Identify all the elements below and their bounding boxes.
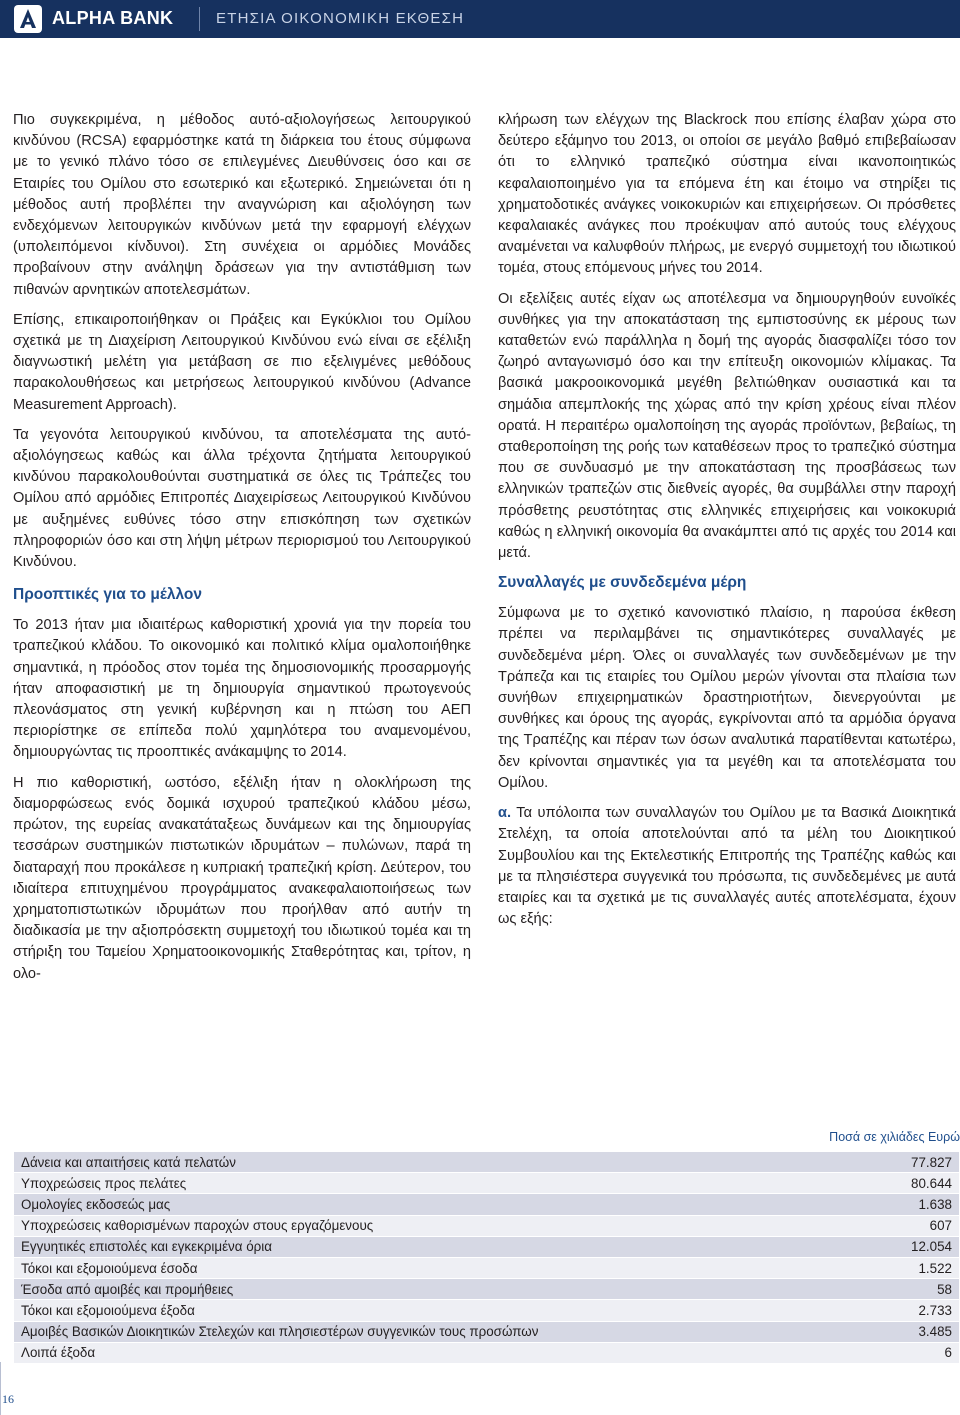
paragraph: Οι εξελίξεις αυτές είχαν ως αποτέλεσμα να δημιουργηθούν ευνοϊκές συνθήκες για την αποκατάσταση της εμπιστοσύνης εκ μέρους των καταθετών ενώ παράλληλα η δομή της αγοράς διασφαλίζει τόσο τον ζωηρό ανταγωνισμό όσο και την επίτευξη οικονομιών κλίμακας. Τα βασικά μακροοικονομικά μεγέθη βελτιώθηκαν ουσιαστικά και τα σημάδια απεμπλοκής της χώρας από την κρίση χρέους είναι πλέον ορατά. Η περαιτέρω ομαλοποίηση της αγοράς προϊόντων, βεβαίως, τη σταθεροποίηση της ροής των καταθέσεων προς το τραπεζικό σύστημα που σε συνδυασμό με την αποκατάσταση της προσβάσεως των ελληνικών τραπεζών στις διεθνείς αγορές, θα συμβάλλει στην παροχή πρόσθετης ρευστότητας στις ελληνικές επιχειρήσεις και νοικοκυριά καθώς η ελληνική οικονομία θα ανακάμπτει από τις αρχές του 2014 και μετά. xyxy=(498,290,956,562)
row-value: 607 xyxy=(855,1215,959,1236)
paragraph: Η πιο καθοριστική, ωστόσο, εξέλιξη ήταν η ολοκλήρωση της διαμορφώσεως ενός δομικά ισχυρού τραπεζικού κλάδου μέσω, πρώτον, της ευρείας ανακατάταξεως δυνάμεων και της δημιουργίας τεσσάρων συστημικών πιστωτικών ιδρυμάτων – πυλώνων, παρά τη διαταραχή που προκάλεσε η κυπριακή τραπεζική κρίση. Δεύτερον, του ιδιαίτερα επιτυχημένου προγράμματος ανακεφαλαιοποιήσεως των χρηματοπιστωτικών ιδρυμάτων που προήλθαν από αυτήν τη διαδικασία με την αξιοπρόσεκτη συμμετοχή του ιδιωτικού τομέα και τη στήριξη του Ταμείου Χρηματοοικονομικής Σταθερότητας και, τρίτον, η ολο- xyxy=(13,774,471,982)
table-caption: Ποσά σε χιλιάδες Ευρώ xyxy=(829,1130,960,1144)
list-marker: α. xyxy=(498,805,512,822)
row-label: Τόκοι και εξομοιούμενα έξοδα xyxy=(14,1300,855,1321)
paragraph-text: Τα υπόλοιπα των συναλλαγών του Ομίλου με τα Βασικά Διοικητικά Στελέχη, τα οποία αποτελούνται από τα μέλη του Διοικητικού Συμβουλίου και της Εκτελεστικής Επιτροπής της Τραπέζης καθώς και με τα πλησιέστερα συγγενικά του πρόσωπα, τις συνδεδεμένες με αυτά εταιρίες και τα σχετικά με τις συναλλαγές αυτές αποτελέσματα, έχουν ως εξής: xyxy=(498,805,956,928)
section-heading: Προοπτικές για το μέλλον xyxy=(13,586,203,604)
row-value: 3.485 xyxy=(855,1321,959,1342)
table-row xyxy=(14,1152,959,1173)
row-value: 58 xyxy=(855,1279,959,1300)
row-value: 77.827 xyxy=(855,1152,959,1173)
table-row xyxy=(14,1321,959,1342)
paragraph xyxy=(498,803,956,930)
row-label: Ομολογίες εκδοσεώς μας xyxy=(14,1194,855,1215)
row-label: Υποχρεώσεις καθορισμένων παροχών στους εργαζόμενους xyxy=(14,1215,855,1236)
row-label: Τόκοι και εξομοιούμενα έσοδα xyxy=(14,1257,855,1278)
row-value: 2.733 xyxy=(855,1300,959,1321)
table-row xyxy=(14,1279,959,1300)
row-label: Υποχρεώσεις προς πελάτες xyxy=(14,1173,855,1194)
row-label: Εγγυητικές επιστολές και εγκεκριμένα όρια xyxy=(14,1236,855,1257)
row-value: 1.522 xyxy=(855,1257,959,1278)
alpha-bank-logo-icon xyxy=(14,5,42,33)
page-number: 16 xyxy=(2,1392,14,1406)
row-label: Αμοιβές Βασικών Διοικητικών Στελεχών και πλησιεστέρων συγγενικών τους προσώπων xyxy=(14,1321,855,1342)
row-label: Έσοδα από αμοιβές και προμήθειες xyxy=(14,1279,855,1300)
row-value: 1.638 xyxy=(855,1194,959,1215)
row-value: 80.644 xyxy=(855,1173,959,1194)
table-row xyxy=(14,1173,959,1194)
row-label: Λοιπά έξοδα xyxy=(14,1342,855,1363)
related-party-table xyxy=(14,1152,959,1364)
paragraph: Το 2013 ήταν μια ιδιαιτέρως καθοριστική χρονιά για την πορεία του τραπεζικού κλάδου. Το οικονομικό και πολιτικό κλίμα ομαλοποιήθηκε σημαντικά, η πρόοδος στον τομέα της δημοσιονομικής προσαρμογής ήταν αποφασιστική με τη δημιουργία σημαντικού πρωτογενούς πλεονάσματος στη γενική κυβέρνηση και η πτώση του ΑΕΠ περιορίστηκε σε επίπεδα πολύ χαμηλότερα του αναμενομένου, δημιουργώντας τις προοπτικές ανάκαμψης το 2014. xyxy=(13,617,471,761)
paragraph: Επίσης, επικαιροποιήθηκαν οι Πράξεις και Εγκύκλιοι του Ομίλου σχετικά με τη Διαχείριση Λειτουργικού Κινδύνου ενώ είναι σε εξέλιξη διαγνωστική μελέτη για μετάβαση σε πιο εξελιγμένες μεθόδους παρακολουθήσεως και μετρήσεως λειτουργικού κινδύνου (Advance Measurement Approach). xyxy=(13,311,471,413)
table-row xyxy=(14,1300,959,1321)
margin-rule xyxy=(0,1362,1,1415)
paragraph: Τα γεγονότα λειτουργικού κινδύνου, τα αποτελέσματα της αυτό-αξιολόγησεως καθώς και άλλα τρέχοντα ζητήματα λειτουργικού κινδύνου παρακολουθούνται συστηματικά σε όλες τις Τράπεζες του Ομίλου από αρμόδιες Επιτροπές Διαχειρίσεως Λειτουργικού Κινδύνου με αυξημένες ευθύνες τόσο στην επισκόπηση των σχετικών πληροφοριών όσο και στη λήψη μέτρων περιορισμού του Λειτουργικού Κινδύνου. xyxy=(13,426,471,571)
paragraph: Σύμφωνα με το σχετικό κανονιστικό πλαίσιο, η παρούσα έκθεση πρέπει να περιλαμβάνει τις σημαντικότερες συναλλαγές με συνδεδεμένα μέρη. Όλες οι συναλλαγές των συνδεδεμένων με την Τράπεζα και τις εταιρίες του Ομίλου μερών γίνονται στα πλαίσια των συνήθων επιχειρηματικών δραστηριοτήτων, διενεργούνται με συνθήκες και όρους της αγοράς, εγκρίνονται από τα αρμόδια όργανα της Τραπέζης και πέραν των όσων αναλυτικά παρατίθενται κατωτέρω, δεν κρίνονται σημαντικές για τα μεγέθη και τα αποτελέσματα του Ομίλου. xyxy=(498,605,956,791)
table-row xyxy=(14,1342,959,1363)
header-divider xyxy=(199,7,200,31)
section-heading: Συναλλαγές με συνδεδεμένα μέρη xyxy=(498,574,747,592)
page-header xyxy=(0,0,960,38)
row-value: 6 xyxy=(855,1342,959,1363)
row-label: Δάνεια και απαιτήσεις κατά πελατών xyxy=(14,1152,855,1173)
table-row xyxy=(14,1194,959,1215)
right-column xyxy=(498,110,956,939)
left-column xyxy=(13,110,471,994)
report-title: ΕΤΗΣΙΑ ΟΙΚΟΝΟΜΙΚΗ ΕΚΘΕΣΗ xyxy=(216,10,465,27)
paragraph: κλήρωση των ελέγχων της Blackrock που επίσης έλαβαν χώρα στο δεύτερο εξάμηνο του 2013, οι οποίοι σε μεγάλο βαθμό επιβεβαίωσαν ότι το ελληνικό τραπεζικό σύστημα είναι ικανοποιητικώς κεφαλαιοποιημένο για τα επόμενα έτη και έτοιμο να στηρίξει τις χρηματοδοτικές ανάγκες νοικοκυριών και επιχειρήσεων. Οι πρόσθετες κεφαλαιακές ανάγκες που προέκυψαν από αυτούς τους ελέγχους αναμένεται να καλυφθούν πλήρως, με ενεργό συμμετοχή του ιδιωτικού τομέα, στους επόμενους μήνες του 2014. xyxy=(498,112,956,277)
table-row xyxy=(14,1236,959,1257)
table-row xyxy=(14,1215,959,1236)
paragraph: Πιο συγκεκριμένα, η μέθοδος αυτό-αξιολογήσεως λειτουργικού κινδύνου (RCSA) εφαρμόστηκε κατά τη διάρκεια του έτους σύμφωνα με το γενικό πλάνο τόσο σε επιλεγμένες Διευθύνσεις όσο και σε Εταιρίες του Ομίλου στο εσωτερικό και εξωτερικό. Σημειώνεται ότι η μέθοδος αυτή προβλέπει την αναγνώριση και αξιολόγηση των ενδεχόμενων λειτουργικών κινδύνων μετά την εφαρμογή ελέγχων (υπολειπόμενοι κίνδυνοι). Στη συνέχεια οι αρμόδιες Μονάδες προβαίνουν στην ανάληψη δράσεων για την αντιστάθμιση των πιθανών αρνητικών αποτελεσμάτων. xyxy=(13,112,471,298)
table-row xyxy=(14,1257,959,1278)
brand-name: ALPHA BANK xyxy=(52,8,174,28)
row-value: 12.054 xyxy=(855,1236,959,1257)
